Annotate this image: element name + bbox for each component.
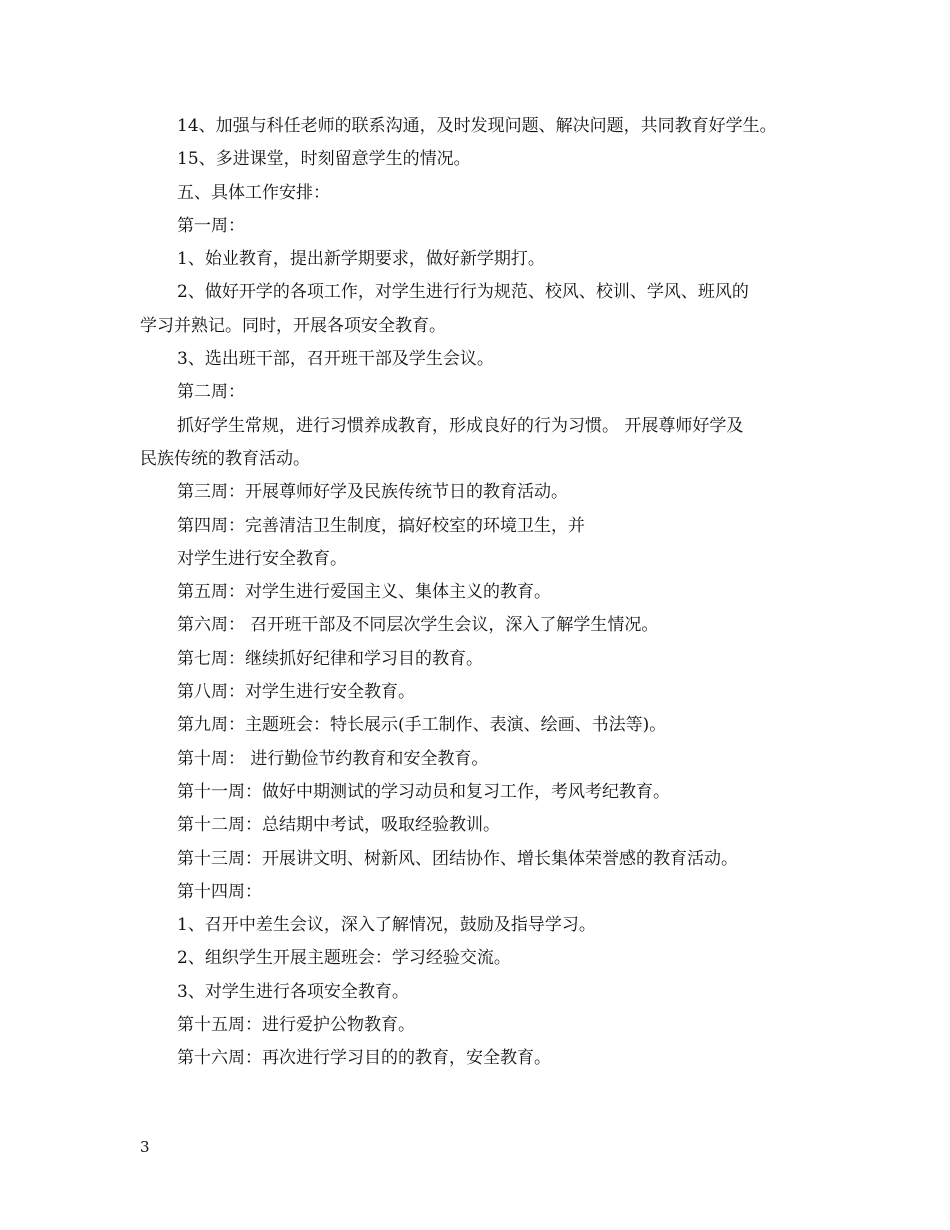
text-line: 第三周：开展尊师好学及民族传统节日的教育活动。 xyxy=(177,482,568,503)
text-line: 第十周： 进行勤俭节约教育和安全教育。 xyxy=(177,748,489,769)
text-line: 2、组织学生开展主题班会：学习经验交流。 xyxy=(177,948,511,969)
text-line: 对学生进行安全教育。 xyxy=(177,548,347,569)
text-line: 第六周： 召开班干部及不同层次学生会议，深入了解学生情况。 xyxy=(177,615,659,636)
text-line: 第二周： xyxy=(177,382,245,403)
text-line: 第十四周： xyxy=(177,881,262,902)
text-line: 学习并熟记。同时，开展各项安全教育。 xyxy=(140,315,446,336)
text-line: 第十五周：进行爱护公物教育。 xyxy=(177,1015,415,1036)
text-line: 3、对学生进行各项安全教育。 xyxy=(177,981,409,1002)
text-line: 1、召开中差生会议，深入了解情况，鼓励及指导学习。 xyxy=(177,915,596,936)
text-line: 第十一周：做好中期测试的学习动员和复习工作，考风考纪教育。 xyxy=(177,781,670,802)
document-body xyxy=(140,116,820,1082)
text-line: 抓好学生常规，进行习惯养成教育，形成良好的行为习惯。 开展尊师好学及 xyxy=(177,415,744,436)
text-line: 第一周： xyxy=(177,215,245,236)
text-line: 2、做好开学的各项工作，对学生进行行为规范、校风、校训、学风、班风的 xyxy=(177,282,749,303)
text-line: 第七周：继续抓好纪律和学习目的教育。 xyxy=(177,648,483,669)
text-line: 15、多进课堂，时刻留意学生的情况。 xyxy=(177,149,471,170)
text-line: 第五周：对学生进行爱国主义、集体主义的教育。 xyxy=(177,582,551,603)
text-line: 五、具体工作安排： xyxy=(177,182,330,203)
text-line: 3、选出班干部，召开班干部及学生会议。 xyxy=(177,349,494,370)
text-line: 14、加强与科任老师的联系沟通，及时发现问题、解决问题，共同教育好学生。 xyxy=(177,116,777,136)
text-line: 1、始业教育，提出新学期要求，做好新学期打。 xyxy=(177,249,545,270)
text-line: 民族传统的教育活动。 xyxy=(140,448,310,469)
text-line: 第九周：主题班会：特长展示(手工制作、表演、绘画、书法等)。 xyxy=(177,715,667,736)
page-number: 3 xyxy=(140,1138,150,1156)
text-line: 第八周：对学生进行安全教育。 xyxy=(177,682,415,703)
text-line: 第十六周：再次进行学习目的的教育，安全教育。 xyxy=(177,1048,551,1069)
text-line: 第四周：完善清洁卫生制度，搞好校室的环境卫生，并 xyxy=(177,515,585,536)
text-line: 第十三周：开展讲文明、树新风、团结协作、增长集体荣誉感的教育活动。 xyxy=(177,848,738,869)
text-line: 第十二周：总结期中考试，吸取经验教训。 xyxy=(177,815,500,836)
